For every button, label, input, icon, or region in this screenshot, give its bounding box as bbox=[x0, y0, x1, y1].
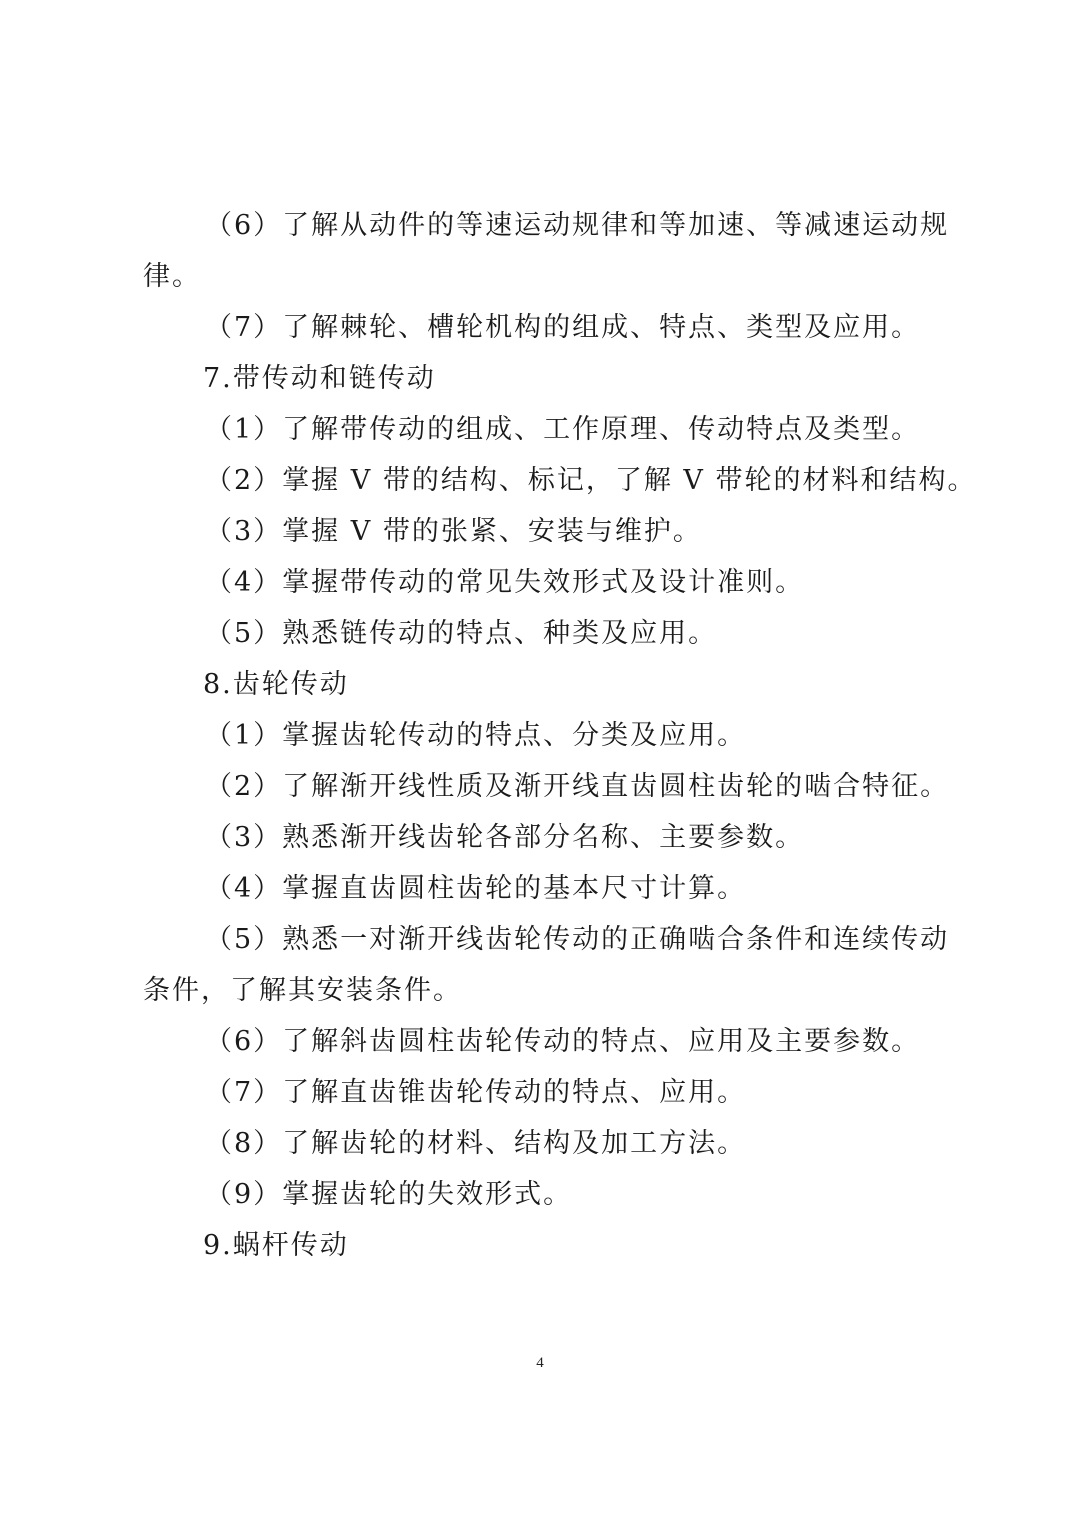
list-item-gear-2: （2）了解渐开线性质及渐开线直齿圆柱齿轮的啮合特征。 bbox=[205, 771, 950, 802]
list-item-belt-1: （1）了解带传动的组成、工作原理、传动特点及类型。 bbox=[205, 414, 921, 445]
list-item-gear-6: （6）了解斜齿圆柱齿轮传动的特点、应用及主要参数。 bbox=[205, 1026, 921, 1057]
section-heading-gear: 8.齿轮传动 bbox=[203, 669, 349, 700]
list-item-gear-5-continuation: 条件，了解其安装条件。 bbox=[143, 975, 462, 1006]
list-item-gear-5: （5）熟悉一对渐开线齿轮传动的正确啮合条件和连续传动 bbox=[205, 924, 950, 955]
list-item-gear-9: （9）掌握齿轮的失效形式。 bbox=[205, 1179, 573, 1210]
page-number: 4 bbox=[536, 1355, 544, 1371]
list-item-gear-4: （4）掌握直齿圆柱齿轮的基本尺寸计算。 bbox=[205, 873, 747, 904]
list-item-gear-1: （1）掌握齿轮传动的特点、分类及应用。 bbox=[205, 720, 747, 751]
section-heading-belt-chain: 7.带传动和链传动 bbox=[203, 363, 436, 394]
list-item-6-motion-law: （6）了解从动件的等速运动规律和等加速、等减速运动规 bbox=[205, 210, 950, 241]
list-item-gear-7: （7）了解直齿锥齿轮传动的特点、应用。 bbox=[205, 1077, 747, 1108]
list-item-6-continuation: 律。 bbox=[143, 261, 201, 292]
list-item-7-ratchet: （7）了解棘轮、槽轮机构的组成、特点、类型及应用。 bbox=[205, 312, 921, 343]
list-item-belt-2: （2）掌握 V 带的结构、标记，了解 V 带轮的材料和结构。 bbox=[205, 465, 977, 496]
list-item-belt-4: （4）掌握带传动的常见失效形式及设计准则。 bbox=[205, 567, 805, 598]
list-item-belt-3: （3）掌握 V 带的张紧、安装与维护。 bbox=[205, 516, 702, 547]
list-item-gear-8: （8）了解齿轮的材料、结构及加工方法。 bbox=[205, 1128, 747, 1159]
section-heading-worm: 9.蜗杆传动 bbox=[203, 1230, 349, 1261]
document-body bbox=[143, 200, 977, 1271]
list-item-belt-5: （5）熟悉链传动的特点、种类及应用。 bbox=[205, 618, 718, 649]
list-item-gear-3: （3）熟悉渐开线齿轮各部分名称、主要参数。 bbox=[205, 822, 805, 853]
